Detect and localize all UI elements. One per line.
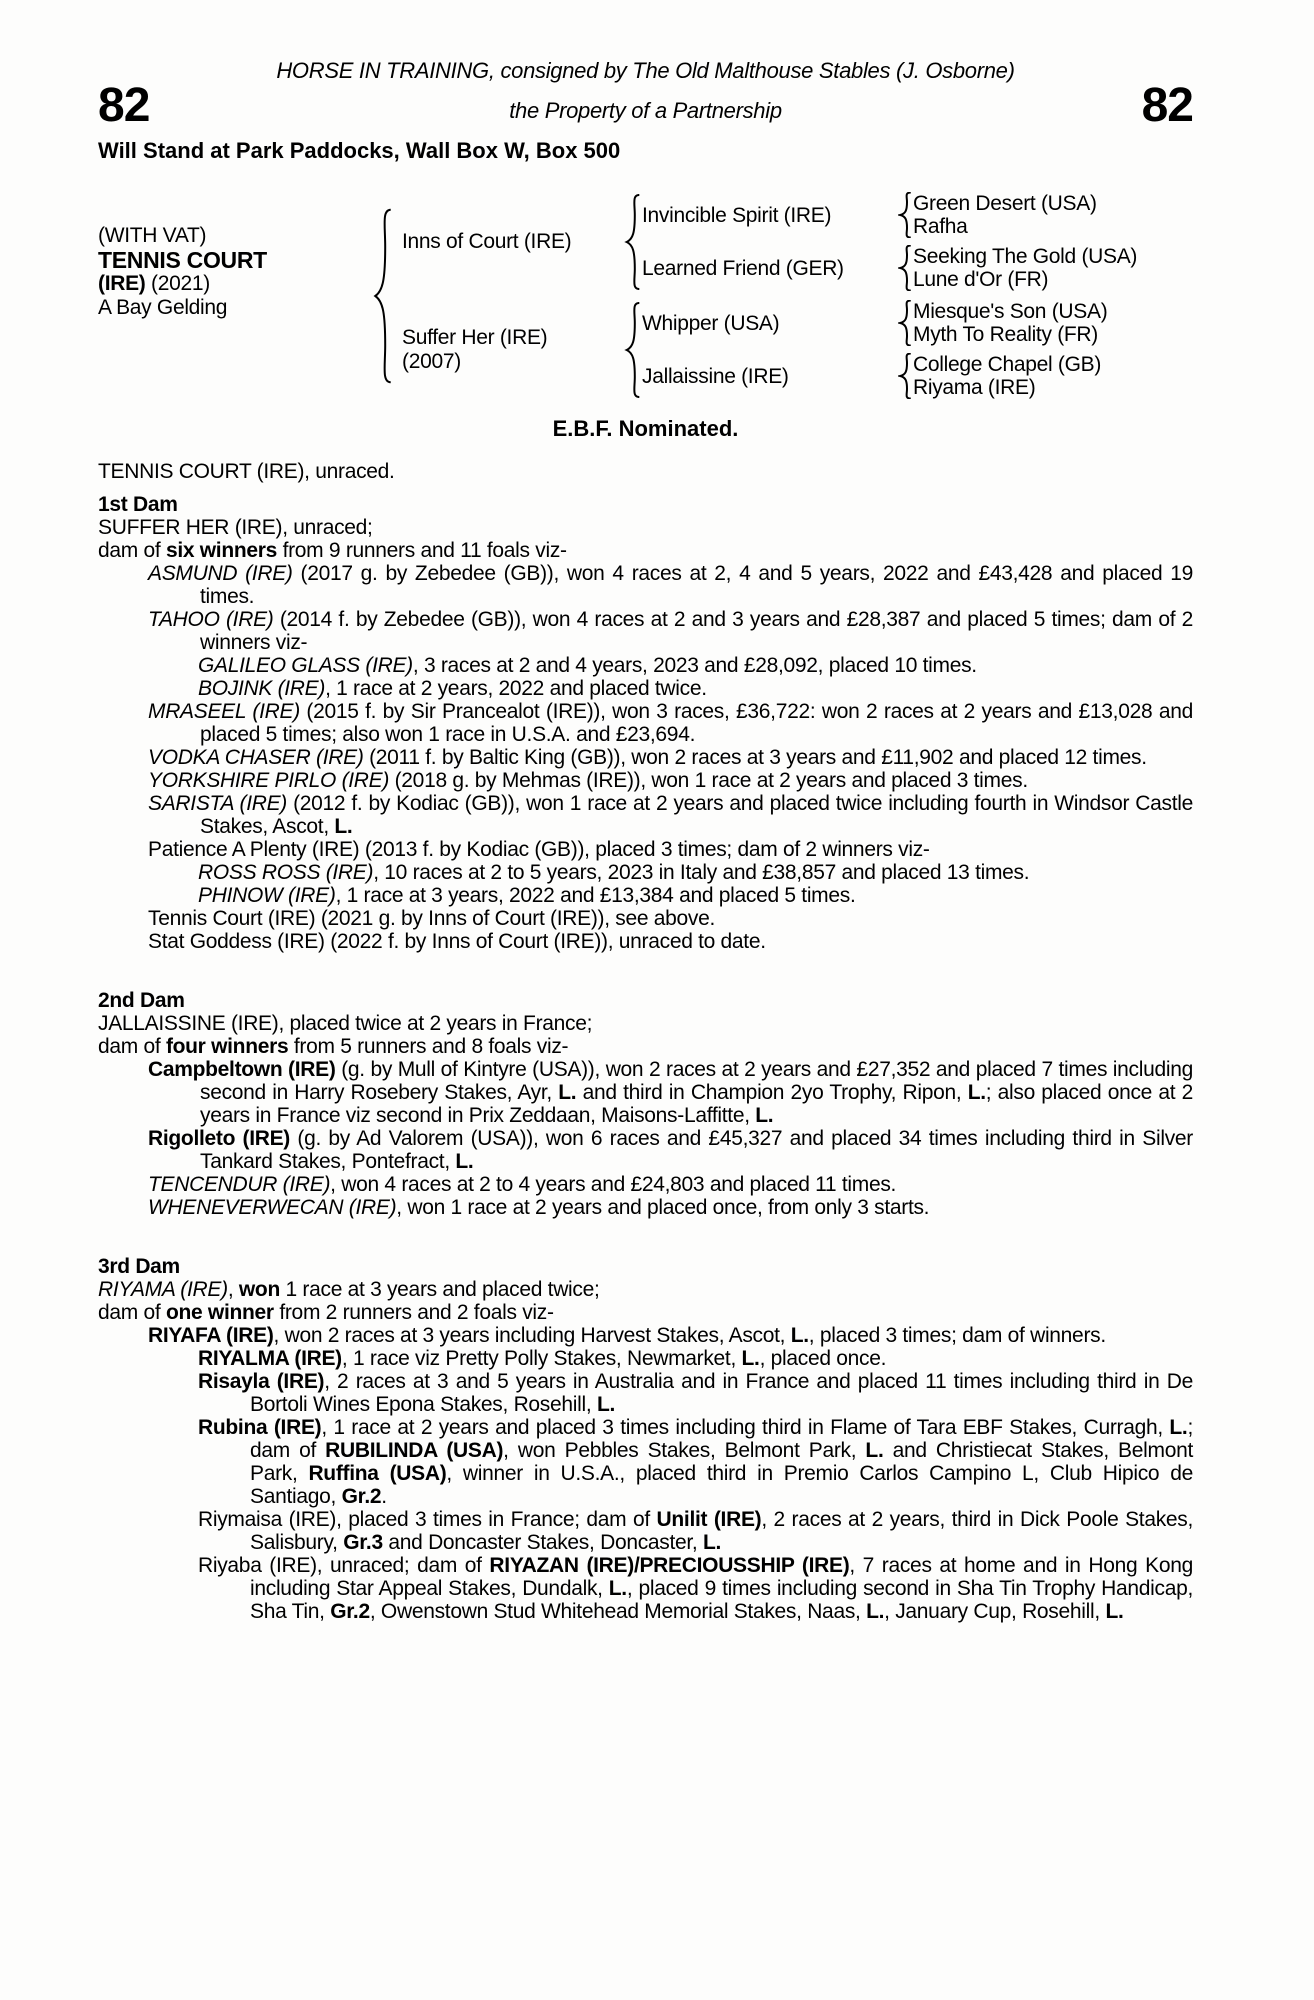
text-run: , January Cup, Rosehill, xyxy=(884,1600,1106,1623)
text-run: (2012 f. by Kodiac (GB)), won 1 race at 2 years and placed twice including fourth in Windsor Castle Stakes, Ascot, xyxy=(200,792,1193,838)
text-run: L. xyxy=(703,1531,722,1554)
stand-location: Will Stand at Park Paddocks, Wall Box W, Box 500 xyxy=(98,138,621,163)
ancestor-name-line: (2007) xyxy=(402,349,461,373)
text-run: L. xyxy=(866,1600,885,1623)
brace-icon xyxy=(624,302,642,398)
subject-block xyxy=(98,224,372,320)
text-run: (g. by Mull of Kintyre (USA)), won 2 races at 2 years and £27,352 and placed 7 times including second in Harry Rosebery Stakes, Ayr, xyxy=(200,1058,1193,1104)
horse-suffix: (IRE) xyxy=(98,272,146,295)
text-run: JALLAISSINE (IRE), placed twice at 2 years in France; xyxy=(98,1012,593,1035)
pedigree-entry xyxy=(98,907,1193,930)
grandparent-column xyxy=(913,353,1101,399)
ancestor-name: Whipper (USA) xyxy=(642,311,780,335)
text-run: Unilit (IRE) xyxy=(656,1508,762,1531)
pedigree-entry xyxy=(98,930,1193,953)
pedigree-branch xyxy=(402,192,1137,291)
text-run: VODKA CHASER (IRE) xyxy=(148,746,364,769)
text-run: one winner xyxy=(165,1301,274,1324)
pedigree-entry xyxy=(98,884,1193,907)
pedigree-entry xyxy=(98,516,1193,539)
header-row xyxy=(98,79,1193,132)
text-run: , placed 3 times; dam of winners. xyxy=(808,1324,1106,1347)
text-run: RIYAMA (IRE) xyxy=(98,1278,228,1301)
text-run: L. xyxy=(865,1439,884,1462)
horse-year: (2021) xyxy=(145,272,210,295)
text-run: won xyxy=(238,1278,280,1301)
pedigree-entry xyxy=(98,792,1193,838)
text-run: L. xyxy=(608,1577,627,1600)
text-run: BOJINK (IRE) xyxy=(198,677,326,700)
text-run: WHENEVERWECAN (IRE) xyxy=(148,1196,397,1219)
ancestor-name-line: Suffer Her (IRE) xyxy=(402,325,548,349)
text-run: Riymaisa (IRE), placed 3 times in France; dam of xyxy=(198,1508,657,1531)
ancestor-name: College Chapel (GB) xyxy=(913,353,1102,376)
parent-block xyxy=(642,192,1137,238)
ancestor-name: Learned Friend (GER) xyxy=(642,256,844,280)
pedigree-entry xyxy=(98,677,1193,700)
text-run: dam of xyxy=(98,1301,166,1324)
pedigree-entry xyxy=(98,1173,1193,1196)
parent-column xyxy=(642,300,1107,399)
brace-icon xyxy=(898,192,913,238)
lot-number-left: 82 xyxy=(98,79,150,132)
text-run: L. xyxy=(741,1347,760,1370)
pedigree-entry xyxy=(98,1196,1193,1219)
pedigree-entry xyxy=(98,861,1193,884)
text-run: Gr.3 xyxy=(343,1531,383,1554)
text-run: and Doncaster Stakes, Doncaster, xyxy=(382,1531,703,1554)
text-run: , 2 races at 2 years, third in Dick Poole Stakes, Salisbury, xyxy=(250,1508,1194,1554)
text-run: L. xyxy=(790,1324,809,1347)
pedigree-branch xyxy=(402,300,1137,399)
text-run: Rigolleto (IRE) xyxy=(148,1127,291,1150)
text-run: RUBILINDA (USA) xyxy=(325,1439,504,1462)
property-line: the Property of a Partnership xyxy=(509,98,782,123)
pedigree-entry xyxy=(98,1324,1193,1347)
text-run: (2015 f. by Sir Prancealot (IRE)), won 3 races, £36,722: won 2 races at 2 years and £13,028 and placed 5 times; also won 1 race in U.S.A. and £23,694. xyxy=(200,700,1193,746)
section-heading: 3rd Dam xyxy=(98,1255,180,1278)
ancestor-name: Miesque's Son (USA) xyxy=(913,300,1108,323)
text-run: RIYAFA (IRE) xyxy=(148,1324,274,1347)
pedigree-entry xyxy=(98,539,1193,562)
parent-block xyxy=(642,353,1107,399)
text-run: , won 2 races at 3 years including Harvest Stakes, Ascot, xyxy=(273,1324,791,1347)
text-run: SARISTA (IRE) xyxy=(148,792,287,815)
ancestor-name: Seeking The Gold (USA) xyxy=(913,245,1138,268)
lot-number-right: 82 xyxy=(1141,79,1193,132)
text-run: from 9 runners and 11 foals viz- xyxy=(277,539,567,562)
text-run: PHINOW (IRE) xyxy=(198,884,336,907)
text-run: Tennis Court (IRE) (2021 g. by Inns of Court (IRE)), see above. xyxy=(148,907,716,930)
text-run: Stat Goddess (IRE) (2022 f. by Inns of Court (IRE)), unraced to date. xyxy=(148,930,766,953)
pedigree-entry xyxy=(98,608,1193,654)
ancestor-name: Rafha xyxy=(913,215,968,238)
text-run: Campbeltown (IRE) xyxy=(148,1058,336,1081)
text-run: L. xyxy=(1105,1600,1124,1623)
text-run: L. xyxy=(334,815,353,838)
pedigree-entry xyxy=(98,1416,1193,1508)
text-run: Ruffina (USA) xyxy=(308,1462,447,1485)
text-run: , 2 races at 3 and 5 years in Australia and in France and placed 11 times including third in De Bortoli Wines Epona Stakes, Rosehill, xyxy=(250,1370,1193,1416)
text-run: , 3 races at 2 and 4 years, 2023 and £28,092, placed 10 times. xyxy=(412,654,977,677)
text-run: ROSS ROSS (IRE) xyxy=(198,861,374,884)
text-run: MRASEEL (IRE) xyxy=(148,700,300,723)
text-run: , Owenstown Stud Whitehead Memorial Stakes, Naas, xyxy=(369,1600,867,1623)
brace-icon xyxy=(624,194,642,290)
text-run: , 1 race at 3 years, 2022 and £13,384 and placed 5 times. xyxy=(335,884,856,907)
ancestor-name: Green Desert (USA) xyxy=(913,192,1097,215)
text-run: Gr.2 xyxy=(341,1485,382,1508)
text-run: Risayla (IRE) xyxy=(198,1370,325,1393)
parent-block xyxy=(642,245,1137,291)
grandparent-column xyxy=(913,192,1097,238)
ancestor-name-line: Inns of Court (IRE) xyxy=(402,229,572,253)
pedigree-entry xyxy=(98,1278,1193,1301)
text-run: six winners xyxy=(165,539,278,562)
ancestor-name: Riyama (IRE) xyxy=(913,376,1036,399)
text-run: , 1 race at 2 years, 2022 and placed twice. xyxy=(325,677,707,700)
text-run: TENCENDUR (IRE) xyxy=(148,1173,331,1196)
grandparent-column xyxy=(913,245,1137,291)
text-run: L. xyxy=(596,1393,615,1416)
text-run: , xyxy=(227,1278,239,1301)
text-run: and third in Champion 2yo Trophy, Ripon, xyxy=(576,1081,968,1104)
text-run: 1 race at 3 years and placed twice; xyxy=(279,1278,600,1301)
text-run: L. xyxy=(755,1104,774,1127)
ancestor-name: Myth To Reality (FR) xyxy=(913,323,1098,346)
ancestor-name: Jallaissine (IRE) xyxy=(642,364,789,388)
text-run: TENNIS COURT (IRE), unraced. xyxy=(98,460,395,483)
pedigree-entry xyxy=(98,654,1193,677)
section-heading: 2nd Dam xyxy=(98,989,185,1012)
pedigree-entry xyxy=(98,562,1193,608)
ebf-note: E.B.F. Nominated. xyxy=(552,416,739,441)
text-run: L. xyxy=(558,1081,577,1104)
text-run: Riyaba (IRE), unraced; dam of xyxy=(198,1554,490,1577)
text-run: , won Pebbles Stakes, Belmont Park, xyxy=(503,1439,866,1462)
text-run: and Christiecat Stakes, Belmont Park, xyxy=(250,1439,1193,1485)
pedigree-entry xyxy=(98,1370,1193,1416)
text-run: , placed 9 times including second in Sha Tin Trophy Handicap, Sha Tin, xyxy=(250,1577,1193,1623)
dam-section xyxy=(98,989,1193,1219)
text-run: . xyxy=(381,1485,387,1508)
text-run: dam of xyxy=(98,1035,166,1058)
ancestor-name: Lune d'Or (FR) xyxy=(913,268,1049,291)
grandparent-column xyxy=(913,300,1107,346)
text-run: L. xyxy=(455,1150,474,1173)
text-run: TAHOO (IRE) xyxy=(148,608,274,631)
text-run: , 1 race viz Pretty Polly Stakes, Newmarket, xyxy=(341,1347,742,1370)
section-heading: 1st Dam xyxy=(98,493,178,516)
vat-note: (WITH VAT) xyxy=(98,224,207,247)
text-run: YORKSHIRE PIRLO (IRE) xyxy=(148,769,390,792)
dam-section xyxy=(98,493,1193,953)
ancestor-name xyxy=(402,326,620,374)
text-run: (g. by Ad Valorem (USA)), won 6 races and £45,327 and placed 34 times including third in Silver Tankard Stakes, Pontefract, xyxy=(200,1127,1193,1173)
pedigree-entry xyxy=(98,1012,1193,1035)
text-run: (2014 f. by Zebedee (GB)), won 4 races at 2 and 3 years and £28,387 and placed 5 times; dam of 2 winners viz- xyxy=(200,608,1193,654)
pedigree-entry xyxy=(98,460,1193,483)
text-run: four winners xyxy=(165,1035,289,1058)
text-run: L. xyxy=(1169,1416,1188,1439)
parent-block xyxy=(642,300,1107,346)
consignment-line: HORSE IN TRAINING, consigned by The Old Malthouse Stables (J. Osborne) xyxy=(276,58,1015,83)
text-run: , won 4 races at 2 to 4 years and £24,803 and placed 11 times. xyxy=(330,1173,897,1196)
pedigree-entry xyxy=(98,838,1193,861)
text-run: L. xyxy=(967,1081,986,1104)
text-run: (2018 g. by Mehmas (IRE)), won 1 race at 2 years and placed 3 times. xyxy=(389,769,1028,792)
intro-block xyxy=(98,460,1193,483)
text-run: ; dam of xyxy=(250,1416,1193,1462)
text-run: from 5 runners and 8 foals viz- xyxy=(288,1035,569,1058)
brace-icon xyxy=(898,300,913,346)
horse-name: TENNIS COURT xyxy=(98,247,267,273)
ancestor-name xyxy=(402,230,620,254)
pedigree-entry xyxy=(98,746,1193,769)
pedigree-entry xyxy=(98,1347,1193,1370)
text-run: Gr.2 xyxy=(330,1600,370,1623)
text-run: RIYAZAN (IRE)/PRECIOUSSHIP (IRE) xyxy=(489,1554,850,1577)
dam-section xyxy=(98,1255,1193,1623)
text-run: , won 1 race at 2 years and placed once, from only 3 starts. xyxy=(396,1196,930,1219)
text-run: ; also placed once at 2 years in France viz second in Prix Zeddaan, Maisons-Laffitte, xyxy=(200,1081,1193,1127)
text-run: (2017 g. by Zebedee (GB)), won 4 races at 2, 4 and 5 years, 2022 and £43,428 and placed 19 times. xyxy=(200,562,1193,608)
brace-icon xyxy=(372,208,394,384)
text-run: , winner in U.S.A., placed third in Premio Carlos Campino L, Club Hipico de Santiago, xyxy=(250,1462,1193,1508)
text-run: Patience A Plenty (IRE) (2013 f. by Kodiac (GB)), placed 3 times; dam of 2 winners viz- xyxy=(148,838,930,861)
text-run: Rubina (IRE) xyxy=(198,1416,322,1439)
text-run: , 1 race at 2 years and placed 3 times including third in Flame of Tara EBF Stakes, Curragh, xyxy=(321,1416,1170,1439)
text-run: ASMUND (IRE) xyxy=(148,562,293,585)
text-run: RIYALMA (IRE) xyxy=(198,1347,342,1370)
text-run: SUFFER HER (IRE), unraced; xyxy=(98,516,373,539)
pedigree-entry xyxy=(98,1301,1193,1324)
brace-icon xyxy=(898,353,913,399)
pedigree-entry xyxy=(98,1508,1193,1554)
brace-icon xyxy=(898,245,913,291)
pedigree-entry xyxy=(98,700,1193,746)
text-run: dam of xyxy=(98,539,166,562)
pedigree-table xyxy=(98,192,1193,399)
ancestor-name: Invincible Spirit (IRE) xyxy=(642,203,832,227)
pedigree-tree xyxy=(402,192,1137,399)
horse-description: A Bay Gelding xyxy=(98,296,228,319)
parent-column xyxy=(642,192,1137,291)
text-run: , 10 races at 2 to 5 years, 2023 in Italy and £38,857 and placed 13 times. xyxy=(373,861,1030,884)
text-run: , placed once. xyxy=(759,1347,887,1370)
pedigree-entry xyxy=(98,1035,1193,1058)
horse-origin-year xyxy=(98,272,372,296)
text-run: (2011 f. by Baltic King (GB)), won 2 races at 3 years and £11,902 and placed 12 times. xyxy=(363,746,1147,769)
pedigree-entry xyxy=(98,1554,1193,1623)
pedigree-entry xyxy=(98,769,1193,792)
text-run: from 2 runners and 2 foals viz- xyxy=(273,1301,554,1324)
text-run: GALILEO GLASS (IRE) xyxy=(198,654,413,677)
pedigree-entry xyxy=(98,1127,1193,1173)
pedigree-entry xyxy=(98,1058,1193,1127)
text-run: , 7 races at home and in Hong Kong including Star Appeal Stakes, Dundalk, xyxy=(250,1554,1193,1600)
dam-sections xyxy=(98,493,1193,1623)
